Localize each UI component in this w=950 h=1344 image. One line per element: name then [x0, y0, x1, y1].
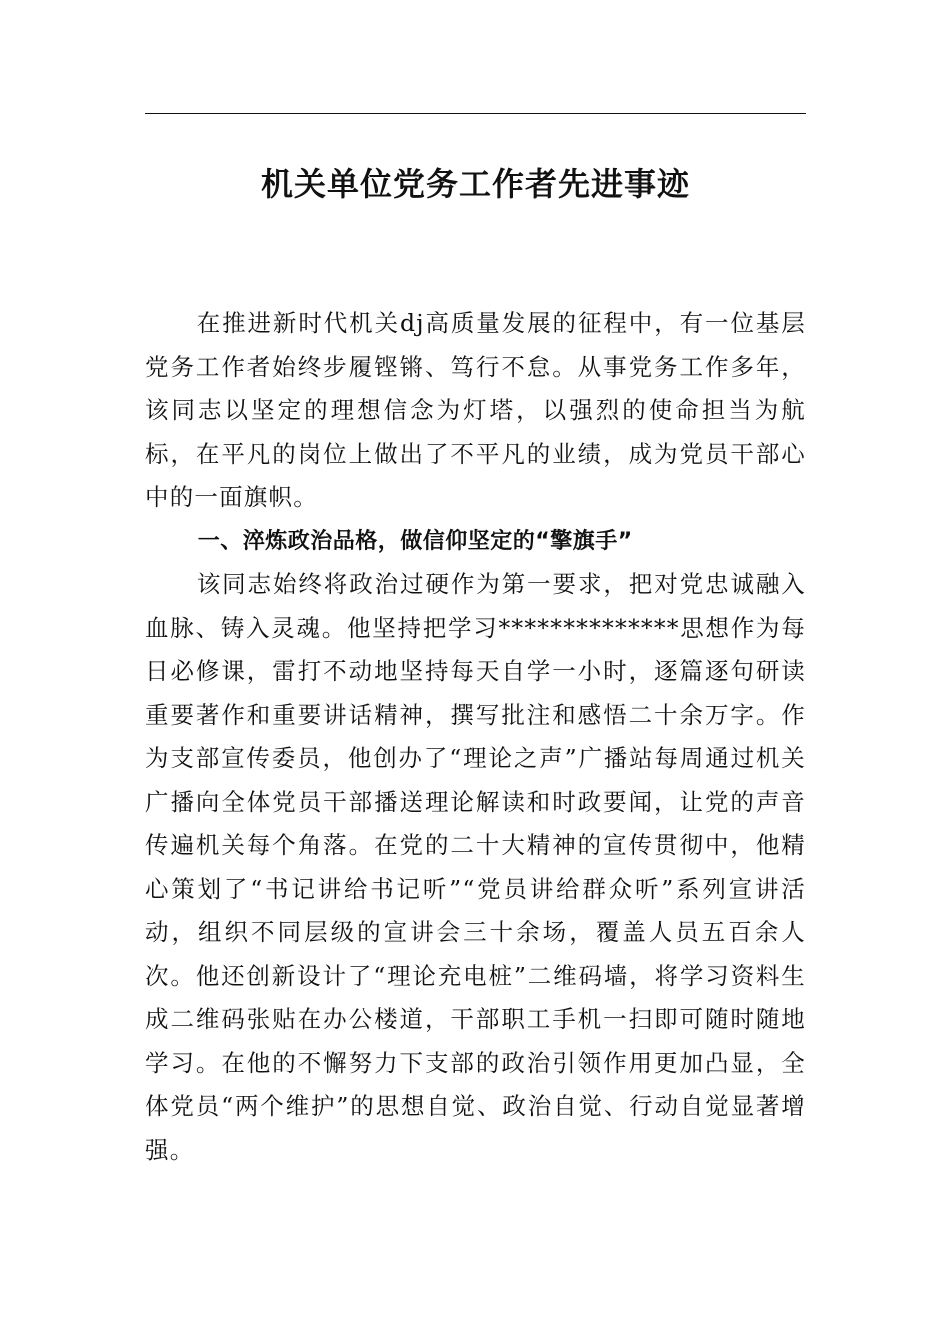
section-paragraph-1: 该同志始终将政治过硬作为第一要求，把对党忠诚融入血脉、铸入灵魂。他坚持把学习**************思想作为每日必修课，雷打不动地坚持每天自学一小时，逐篇逐句研读重要著作和重要讲话精神，撰写批注和感悟二十余万字。作为支部宣传委员，他创办了“理论之声”广播站每周通过机关广播向全体党员干部播送理论解读和时政要闻，让党的声音传遍机关每个角落。在党的二十大精神的宣传贯彻中，他精心策划了“书记讲给书记听”“党员讲给群众听”系列宣讲活动，组织不同层级的宣讲会三十余场，覆盖人员五百余人次。他还创新设计了“理论充电桩”二维码墙，将学习资料生成二维码张贴在办公楼道，干部职工手机一扫即可随时随地学习。在他的不懈努力下支部的政治引领作用更加凸显，全体党员“两个维护”的思想自觉、政治自觉、行动自觉显著增强。	[145, 570, 806, 1164]
header-rule	[145, 113, 806, 114]
document-title: 机关单位党务工作者先进事迹	[260, 165, 690, 203]
intro-paragraph: 在推进新时代机关dj高质量发展的征程中，有一位基层党务工作者始终步履铿锵、笃行不怠。从事党务工作多年，该同志以坚定的理想信念为灯塔，以强烈的使命担当为航标，在平凡的岗位上做出了不平凡的业绩，成为党员干部心中的一面旗帜。	[145, 309, 806, 511]
section-heading-1: 一、淬炼政治品格，做信仰坚定的“擎旗手”	[197, 528, 633, 554]
document-body	[145, 302, 806, 1172]
